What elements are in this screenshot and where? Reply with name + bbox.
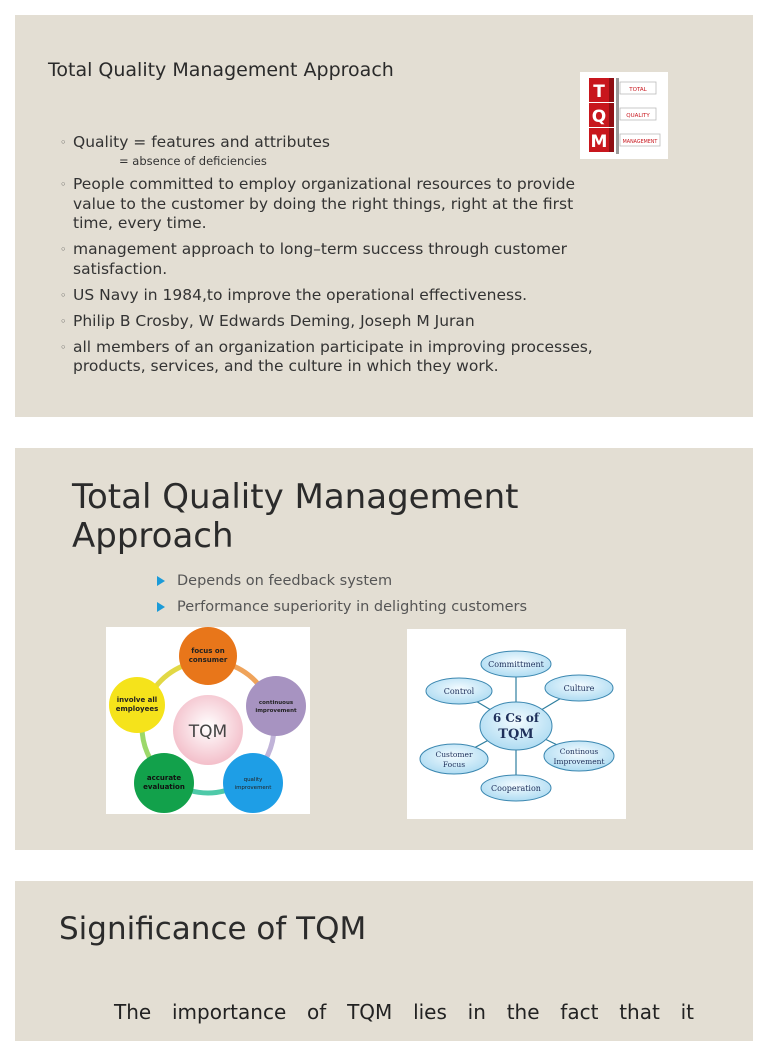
logo-letter-t: T bbox=[593, 82, 605, 102]
cycle-node-accurate-evaluation bbox=[134, 753, 194, 813]
tqm-center-label: TQM bbox=[188, 722, 228, 742]
svg-text:employees: employees bbox=[115, 705, 159, 713]
slide-2 bbox=[15, 448, 753, 850]
list-item: ◦ US Navy in 1984,to improve the operational effectiveness. bbox=[60, 285, 528, 304]
slide-3-body-text: The importance of TQM lies in the fact that it bbox=[114, 1000, 694, 1024]
six-cs-diagram bbox=[407, 629, 626, 819]
tqm-cycle-diagram bbox=[106, 627, 310, 814]
logo-letter-m: M bbox=[590, 132, 608, 152]
six-cs-center bbox=[480, 702, 552, 750]
arrow-bullet-icon bbox=[157, 576, 165, 586]
list-item: ◦ People committed to employ organizational resources to provide value to the customer by doing the right things, right at the first time, every time. bbox=[60, 175, 576, 232]
svg-text:quality: quality bbox=[243, 777, 263, 783]
svg-text:Committment: Committment bbox=[488, 660, 544, 669]
svg-text:improvement: improvement bbox=[234, 785, 272, 791]
slide-1-title: Total Quality Management Approach bbox=[48, 59, 394, 81]
six-cs-svg bbox=[407, 629, 626, 819]
six-cs-node-cooperation bbox=[481, 775, 551, 801]
slide-1 bbox=[15, 15, 753, 417]
list-item: Depends on feedback system bbox=[157, 572, 527, 590]
svg-text:consumer: consumer bbox=[188, 656, 228, 664]
six-cs-node-committment bbox=[481, 651, 551, 677]
cycle-node-quality-improvement bbox=[223, 753, 283, 813]
slide-3-title: Significance of TQM bbox=[59, 911, 367, 947]
svg-text:involve all: involve all bbox=[116, 696, 158, 704]
svg-text:focus on: focus on bbox=[191, 647, 225, 655]
svg-text:Culture: Culture bbox=[563, 684, 595, 693]
svg-text:Continous: Continous bbox=[559, 747, 599, 756]
svg-text:Control: Control bbox=[443, 687, 475, 696]
slide-2-bullet-list bbox=[157, 572, 527, 624]
svg-text:Cooperation: Cooperation bbox=[491, 784, 541, 793]
six-cs-node-customer-focus bbox=[420, 744, 488, 774]
svg-text:TQM: TQM bbox=[498, 727, 534, 742]
list-item: ◦ all members of an organization participate in improving processes, products, services, and the culture in which they work. bbox=[60, 337, 593, 375]
tqm-cycle-svg bbox=[106, 627, 310, 814]
six-cs-node-culture bbox=[545, 675, 613, 701]
list-item: ◦ management approach to long–term success through customer satisfaction. bbox=[60, 240, 568, 278]
svg-text:evaluation: evaluation bbox=[143, 783, 185, 791]
six-cs-node-control bbox=[426, 678, 492, 704]
svg-text:accurate: accurate bbox=[146, 774, 182, 782]
cycle-node-involve-all-employees bbox=[109, 677, 165, 733]
slide-3 bbox=[15, 881, 753, 1041]
svg-text:Improvement: Improvement bbox=[553, 757, 605, 766]
logo-sign-total: TOTAL bbox=[629, 87, 647, 93]
svg-text:6 Cs of: 6 Cs of bbox=[492, 711, 540, 725]
logo-sign-quality: QUALITY bbox=[626, 113, 650, 119]
sub-point: = absence of deficiencies bbox=[119, 153, 267, 168]
tqm-logo-image bbox=[580, 72, 668, 159]
cycle-node-continuous-improvement bbox=[246, 676, 306, 736]
slide-2-title: Total Quality Management Approach bbox=[72, 477, 519, 556]
svg-text:improvement: improvement bbox=[255, 708, 297, 714]
arrow-bullet-icon bbox=[157, 602, 165, 612]
list-item: ◦ Philip B Crosby, W Edwards Deming, Joseph M Juran bbox=[60, 311, 475, 330]
cycle-node-focus-on-consumer bbox=[179, 627, 237, 685]
six-cs-node-continous-improvement bbox=[544, 741, 614, 771]
slide-1-bullet-list bbox=[60, 133, 600, 383]
svg-text:Focus: Focus bbox=[442, 760, 466, 769]
logo-sign-management: MANAGEMENT bbox=[622, 140, 658, 145]
svg-text:continuous: continuous bbox=[258, 700, 294, 706]
svg-text:Customer: Customer bbox=[435, 750, 473, 759]
list-item: ◦ Quality = features and attributes = absence of deficiencies bbox=[60, 133, 600, 169]
logo-letter-q: Q bbox=[591, 107, 607, 127]
list-item: Performance superiority in delighting customers bbox=[157, 598, 527, 616]
